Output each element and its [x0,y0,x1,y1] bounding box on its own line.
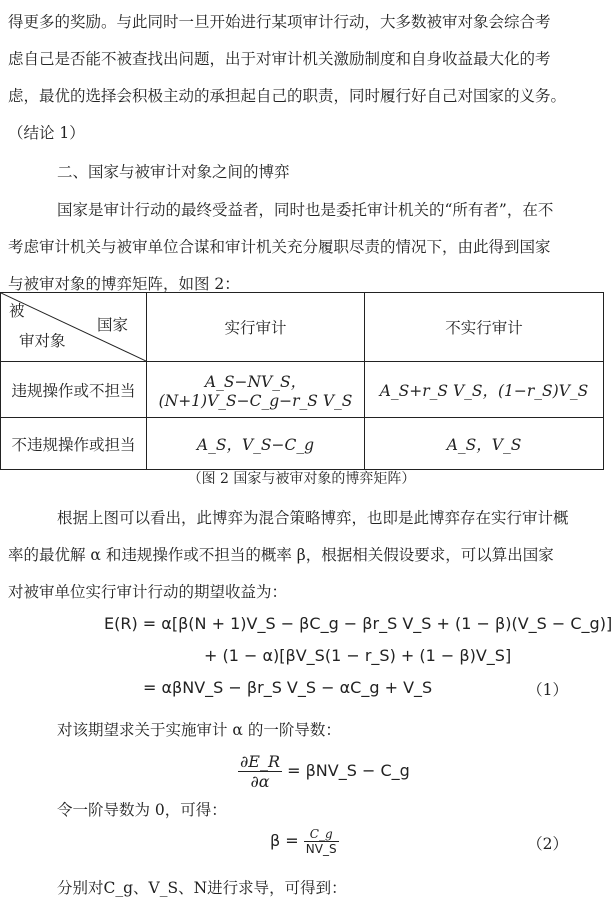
para2-line-3: 与被审对象的博弈矩阵，如图 2： [8,275,240,293]
para2-line-1: 国家是审计行动的最终受益者，同时也是委托审计机关的“所有者”，在不 [57,201,554,219]
eq1-line-2: + (1 − α)[βV_S(1 − r_S) + (1 − β)V_S] [204,646,512,665]
payoff-compliance-no-audit [365,418,604,470]
col-header-no-audit: 不实行审计 [365,293,604,362]
payoff-compliance-audit [147,418,365,470]
corner-label-top: 被 [9,302,25,320]
para6: 分别对C_g、V_S、N进行求导，可得到： [57,879,347,897]
eq1-number: （1） [527,681,568,699]
payoff-text: A_S，V_S [446,435,522,454]
derivative-rhs: = βNV_S − C_g [287,761,410,780]
section-title: 二、国家与被审计对象之间的博弈 [57,163,290,181]
intro-line-3: 虑，最优的选择会积极主动的承担起自己的职责，同时履行好自己对国家的义务。 [8,87,567,105]
intro-line-1: 得更多的奖励。与此同时一旦开始进行某项审计行动，大多数被审对象会综合考 [8,13,551,31]
para3-line-3: 对被审单位实行审计行动的期望收益为： [8,583,288,601]
para2-line-2: 考虑审计机关与被审单位合谋和审计机关充分履职尽责的情况下，由此得到国家 [8,238,551,256]
corner-label-audited: 审对象 [19,332,66,350]
eq2-number: （2） [527,835,568,853]
matrix-corner-cell [1,293,147,362]
para3-line-2: 率的最优解 α 和违规操作或不担当的概率 β，根据相关假设要求，可以算出国家 [8,546,554,564]
para5: 令一阶导数为 0，可得： [57,801,227,819]
eq2-fraction [304,827,339,856]
col-header-audit: 实行审计 [147,293,365,362]
eq1-line-3: = αβNV_S − βr_S V_S − αC_g + V_S [143,678,433,697]
payoff-text: A_S+r_S V_S，(1−r_S)V_S [379,381,589,400]
derivative-fraction [238,752,282,791]
eq2-numerator: C_g [304,827,339,842]
row-label-compliance: 不违规操作或担当 [1,418,147,470]
para4: 对该期望求关于实施审计 α 的一阶导数： [57,721,341,739]
payoff-text: A_S−NV_S，(N+1)V_S−C_g−r_S V_S [158,372,353,410]
eq-derivative [238,752,410,791]
para3-line-1: 根据上图可以看出，此博弈为混合策略博弈，也即是此博弈存在实行审计概 [57,509,569,527]
intro-line-2: 虑自己是否能不被查找出问题，出于对审计机关激励制度和自身收益最大化的考 [8,50,551,68]
game-matrix-table [0,292,604,470]
eq2 [270,827,339,856]
eq2-denominator: NV_S [305,842,337,856]
derivative-numerator: ∂E_R [240,752,280,771]
eq1-line-1: E(R) = α[β(N + 1)V_S − βC_g − βr_S V_S + (1 − β)(V_S − C_g)] [104,614,613,633]
derivative-denominator: ∂α [250,772,270,791]
payoff-text: A_S，V_S−C_g [196,435,315,454]
payoff-violation-audit [147,362,365,418]
corner-label-state: 国家 [96,316,128,334]
figure-caption: （图 2 国家与被审对象的博弈矩阵） [187,471,416,487]
eq2-lhs: β = [270,831,299,850]
conclusion-label: （结论 1） [8,124,85,142]
payoff-violation-no-audit [365,362,604,418]
row-label-violation: 违规操作或不担当 [1,362,147,418]
